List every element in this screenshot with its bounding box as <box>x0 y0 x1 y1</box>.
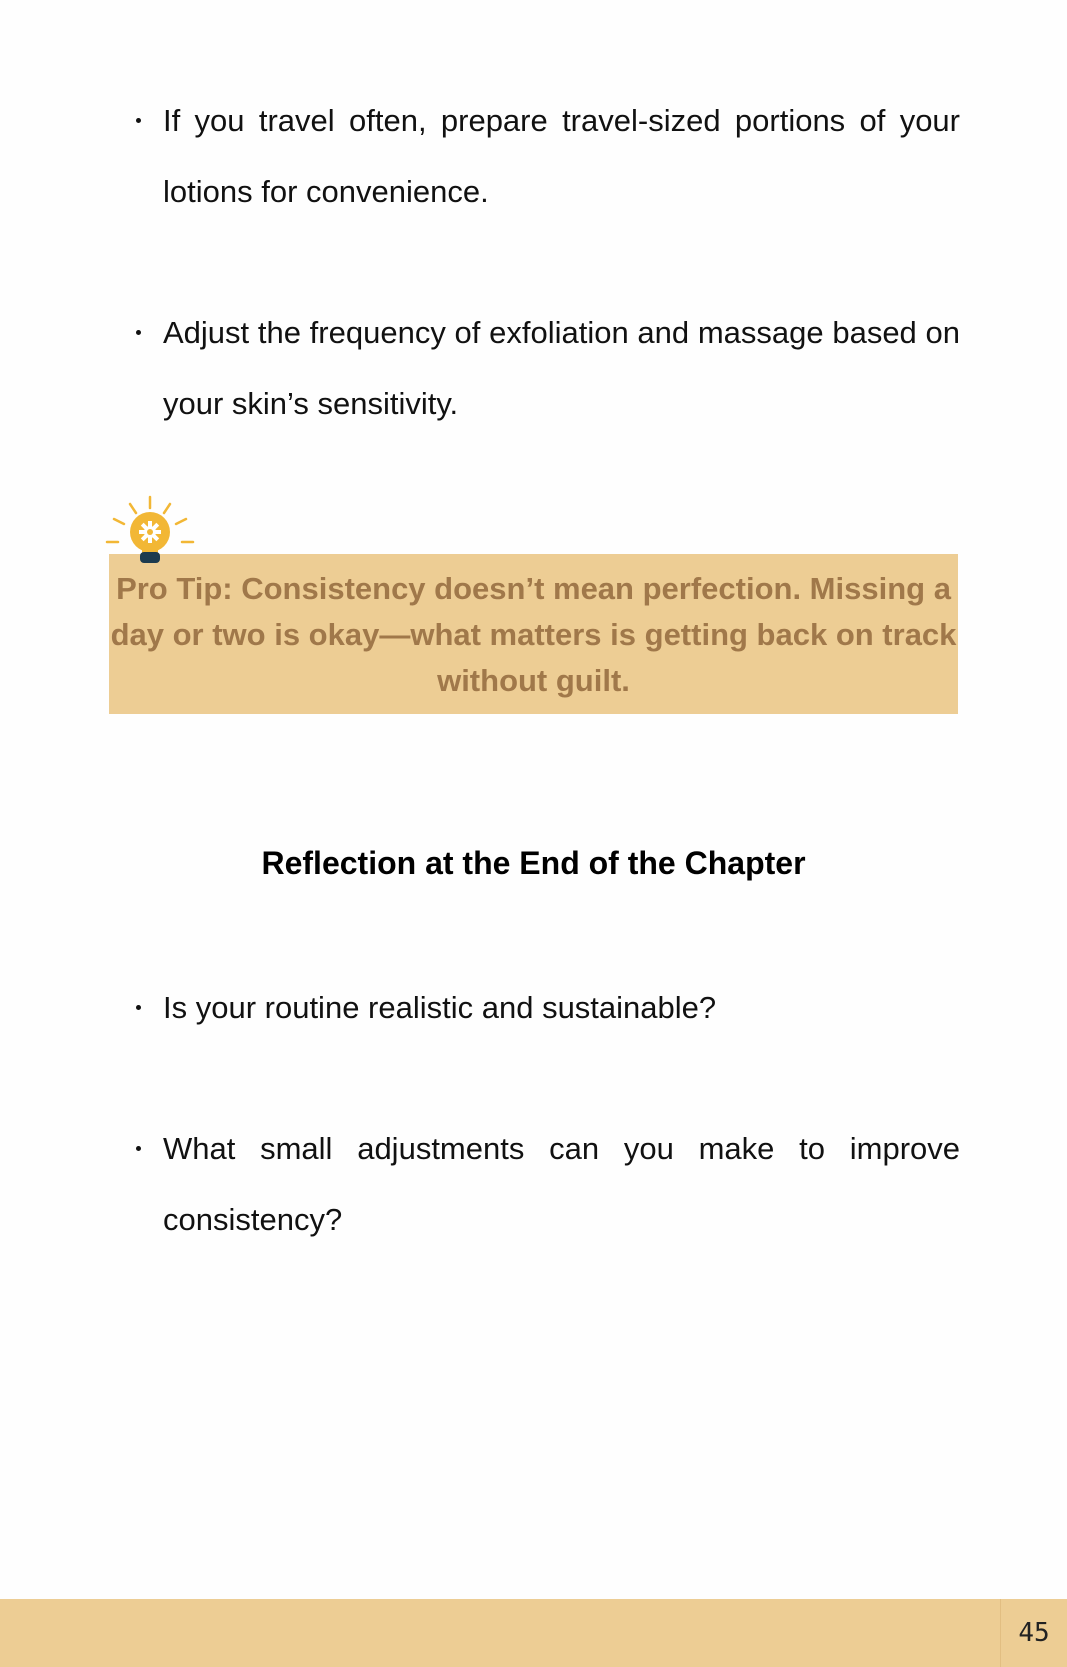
reflection-bullet-list <box>0 972 1067 1255</box>
list-item: What small adjustments can you make to improve consistency? <box>163 1113 960 1255</box>
lightbulb-icon <box>104 494 196 570</box>
list-item: Adjust the frequency of exfoliation and massage based on your skin’s sensitivity. <box>163 297 960 439</box>
pro-tip-callout <box>109 554 958 714</box>
pro-tip-text: Pro Tip: Consistency doesn’t mean perfection. Missing a day or two is okay—what matters is getting back on track without guilt. <box>110 571 957 698</box>
footer-bar <box>0 1599 1067 1667</box>
reflection-heading: Reflection at the End of the Chapter <box>261 845 806 881</box>
list-item: Is your routine realistic and sustainable? <box>163 972 960 1043</box>
page-number: 45 <box>1000 1599 1067 1667</box>
tips-bullet-list <box>0 85 1067 439</box>
list-item: If you travel often, prepare travel-sized portions of your lotions for convenience. <box>163 85 960 227</box>
